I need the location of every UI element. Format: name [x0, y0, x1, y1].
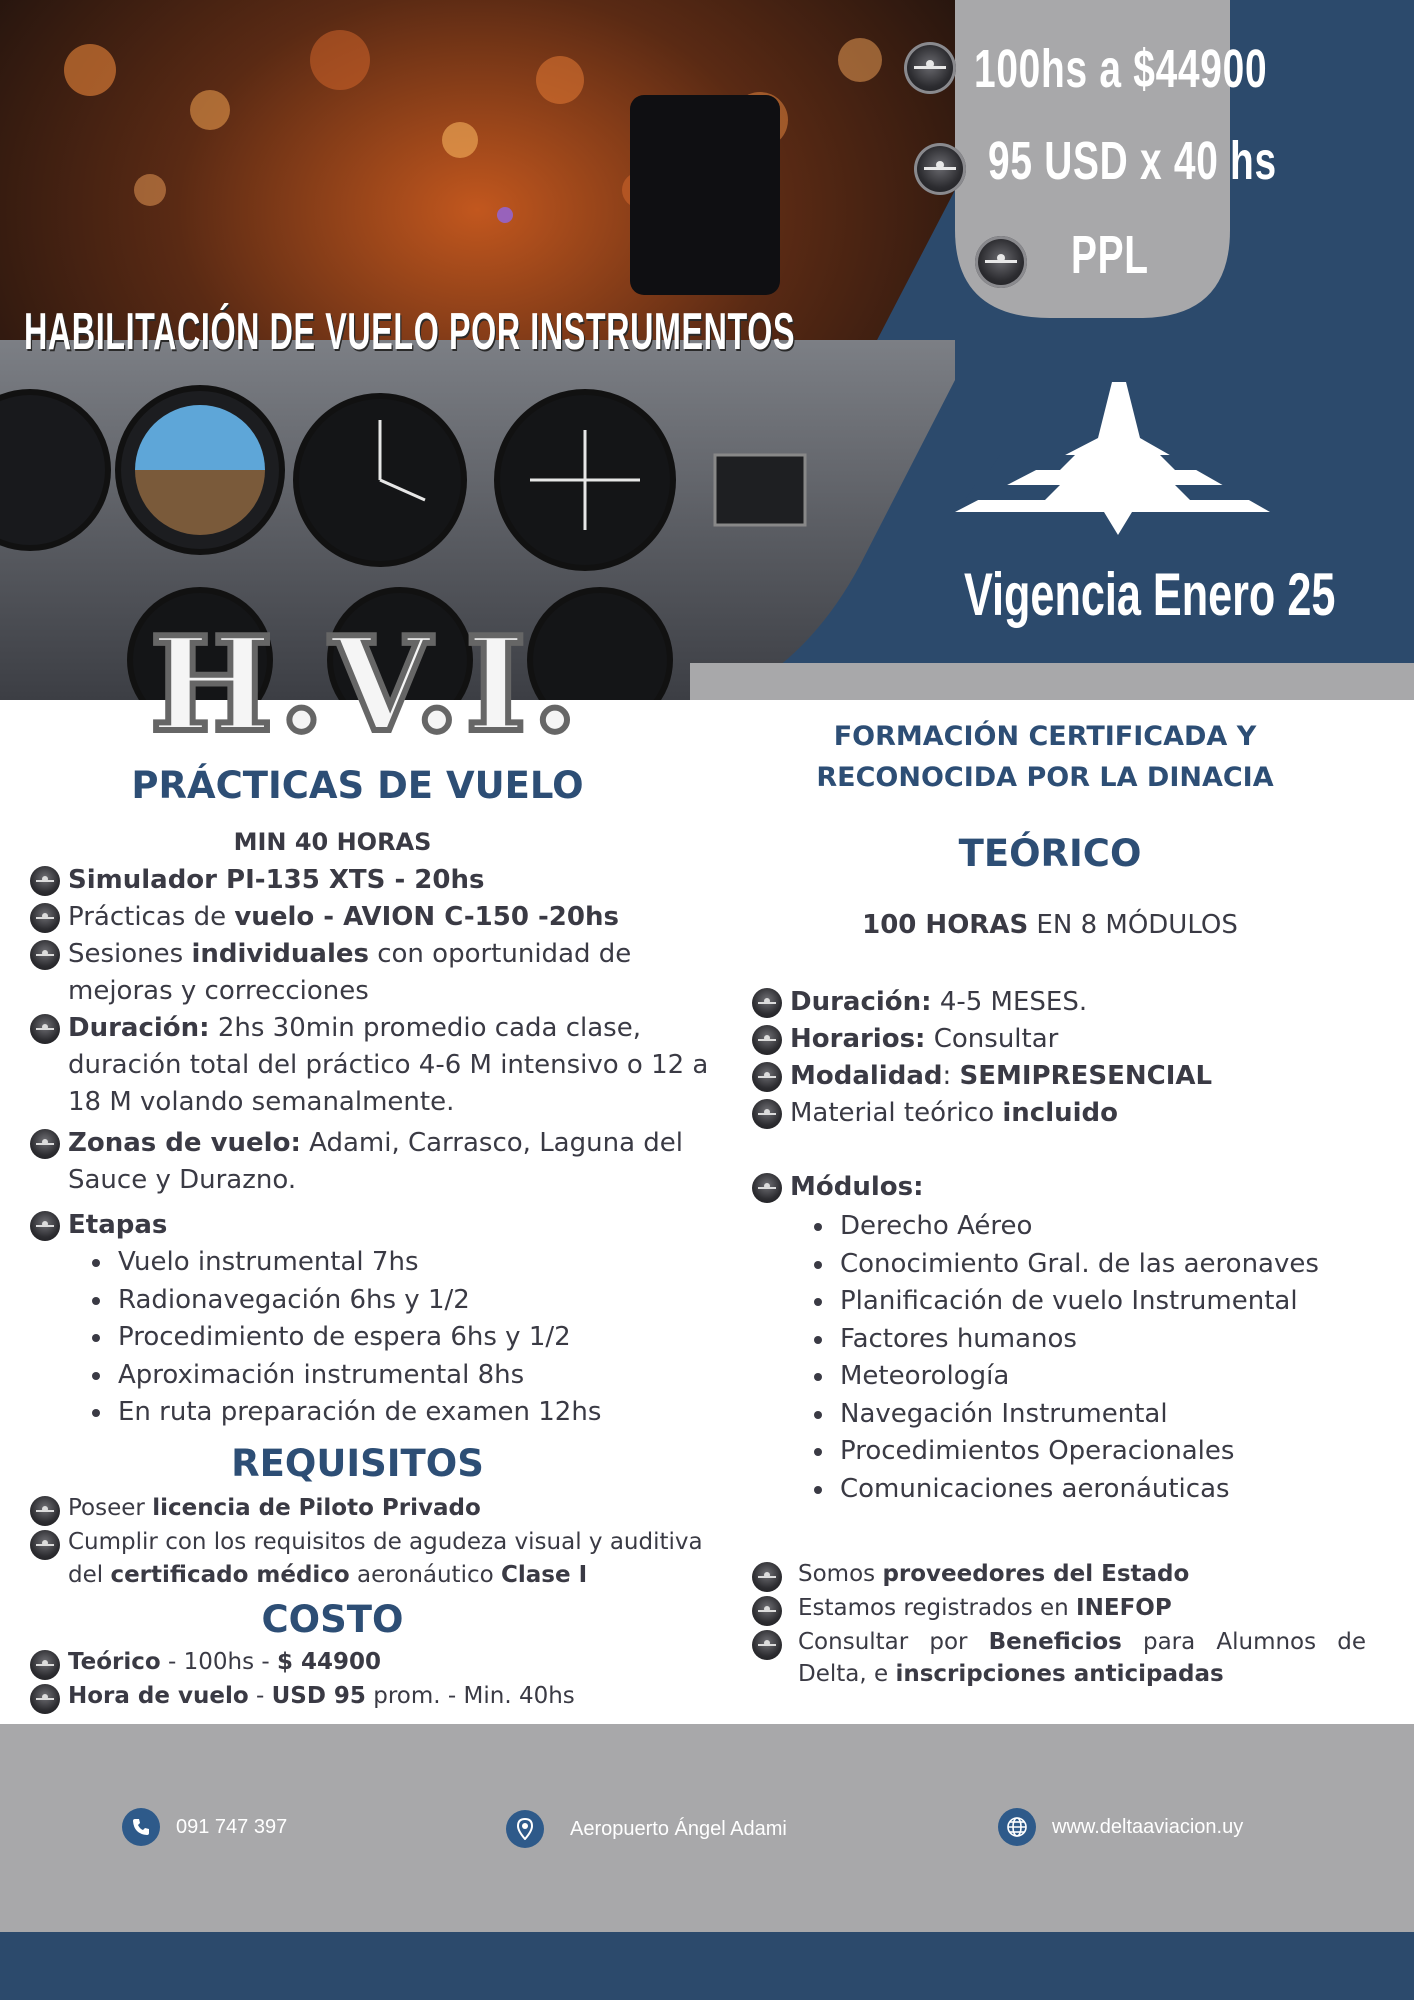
list-item: Material teórico incluido: [752, 1095, 1372, 1132]
location-pin-icon: [506, 1810, 544, 1848]
gauge-bullet-icon: [30, 1014, 60, 1044]
requisitos-list: [30, 1492, 730, 1592]
gauge-bullet-icon: [30, 1530, 60, 1560]
gauge-badge-icon: [914, 143, 966, 195]
gauge-bullet-icon: [752, 1630, 782, 1660]
list-item: Simulador PI-135 XTS - 20hs: [30, 862, 730, 899]
gauge-bullet-icon: [752, 1062, 782, 1092]
list-item: [30, 1207, 730, 1244]
gauge-bullet-icon: [30, 1129, 60, 1159]
hvi-acronym: H.V.I.: [150, 608, 584, 761]
etapa-item: • En ruta preparación de examen 12hs: [114, 1394, 734, 1432]
etapas-list: [68, 1244, 734, 1432]
gauge-badge-icon: [904, 42, 956, 94]
hero-banner: [0, 0, 1414, 700]
footer: [0, 1724, 1414, 1932]
list-item: Teórico - 100hs - $ 44900: [30, 1646, 730, 1680]
modulo-item: • Meteorología: [836, 1358, 1414, 1396]
etapas-label: Etapas: [68, 1210, 168, 1240]
list-item: Somos proveedores del Estado: [752, 1558, 1366, 1592]
list-item: Modalidad: SEMIPRESENCIAL: [752, 1058, 1372, 1095]
modulo-item: • Conocimiento Gral. de las aeronaves: [836, 1246, 1414, 1284]
gauge-bullet-icon: [752, 1562, 782, 1592]
list-item: Sesiones individuales con oportunidad de mejoras y correcciones: [30, 936, 730, 1010]
modulos-list: [790, 1208, 1414, 1508]
gauge-bullet-icon: [30, 940, 60, 970]
globe-icon: [998, 1808, 1036, 1846]
gauge-bullet-icon: [30, 1211, 60, 1241]
gauge-bullet-icon: [752, 1099, 782, 1129]
list-item: Hora de vuelo - USD 95 prom. - Min. 40hs: [30, 1680, 730, 1714]
gauge-bullet-icon: [30, 1650, 60, 1680]
list-item: Cumplir con los requisitos de agudeza visual y auditiva del certificado médico aeronáutico Clase I: [30, 1526, 730, 1592]
etapa-item: • Vuelo instrumental 7hs: [114, 1244, 734, 1282]
modulo-item: • Procedimientos Operacionales: [836, 1433, 1414, 1471]
modulos-label: Módulos:: [790, 1172, 924, 1202]
gauge-badge-icon: [975, 236, 1027, 288]
list-item: Poseer licencia de Piloto Privado: [30, 1492, 730, 1526]
vigencia-label: Vigencia Enero 25: [964, 561, 1336, 628]
horas-modulos: 100 HORAS EN 8 MÓDULOS: [862, 910, 1238, 940]
list-item: Zonas de vuelo: Adami, Carrasco, Laguna del Sauce y Durazno.: [30, 1125, 730, 1199]
etapa-item: • Aproximación instrumental 8hs: [114, 1357, 734, 1395]
extra-list: [752, 1558, 1366, 1690]
website-link[interactable]: www.deltaaviacion.uy: [1052, 1816, 1244, 1838]
phone-number[interactable]: 091 747 397: [176, 1816, 288, 1838]
practicas-title: PRÁCTICAS DE VUELO: [131, 764, 584, 807]
teorico-details: [752, 984, 1372, 1206]
list-item: Estamos registrados en INEFOP: [752, 1592, 1366, 1626]
costo-list: [30, 1646, 730, 1714]
list-item: Prácticas de vuelo - AVION C-150 -20hs: [30, 899, 730, 936]
list-item: [752, 1169, 1372, 1206]
certificacion-label: FORMACIÓN CERTIFICADA Y RECONOCIDA POR LA DINACIA: [816, 721, 1274, 793]
gauge-bullet-icon: [752, 1596, 782, 1626]
modulo-item: • Factores humanos: [836, 1321, 1414, 1359]
list-item: Horarios: Consultar: [752, 1021, 1372, 1058]
teorico-title: TEÓRICO: [958, 832, 1142, 875]
practicas-list: [30, 862, 730, 1244]
price-ppl: PPL: [1071, 225, 1149, 285]
hero-title: HABILITACIÓN DE VUELO POR INSTRUMENTOS: [24, 303, 796, 361]
gauge-bullet-icon: [30, 903, 60, 933]
min-hours: MIN 40 HORAS: [233, 828, 432, 856]
modulo-item: • Navegación Instrumental: [836, 1396, 1414, 1434]
list-item: Duración: 2hs 30min promedio cada clase, duración total del práctico 4-6 M intensivo o 12 a 18 M volando semanalmente.: [30, 1010, 730, 1121]
gauge-bullet-icon: [752, 988, 782, 1018]
etapa-item: • Radionavegación 6hs y 1/2: [114, 1282, 734, 1320]
price-hours: 100hs a $44900: [974, 39, 1268, 99]
requisitos-title: REQUISITOS: [231, 1442, 484, 1485]
gauge-bullet-icon: [752, 1173, 782, 1203]
gauge-bullet-icon: [30, 866, 60, 896]
footer-bar: [0, 1932, 1414, 2000]
modulo-item: • Derecho Aéreo: [836, 1208, 1414, 1246]
modulo-item: • Planificación de vuelo Instrumental: [836, 1283, 1414, 1321]
phone-icon: [122, 1808, 160, 1846]
list-item: Duración: 4-5 MESES.: [752, 984, 1372, 1021]
price-usd: 95 USD x 40 hs: [988, 131, 1277, 191]
gauge-bullet-icon: [30, 1496, 60, 1526]
etapa-item: • Procedimiento de espera 6hs y 1/2: [114, 1319, 734, 1357]
gauge-bullet-icon: [30, 1684, 60, 1714]
list-item: Consultar por Beneficios para Alumnos de Delta, e inscripciones anticipadas: [752, 1626, 1366, 1690]
modulo-item: • Comunicaciones aeronáuticas: [836, 1471, 1414, 1509]
gauge-bullet-icon: [752, 1025, 782, 1055]
location-text: Aeropuerto Ángel Adami: [570, 1818, 787, 1840]
costo-title: COSTO: [261, 1598, 404, 1641]
